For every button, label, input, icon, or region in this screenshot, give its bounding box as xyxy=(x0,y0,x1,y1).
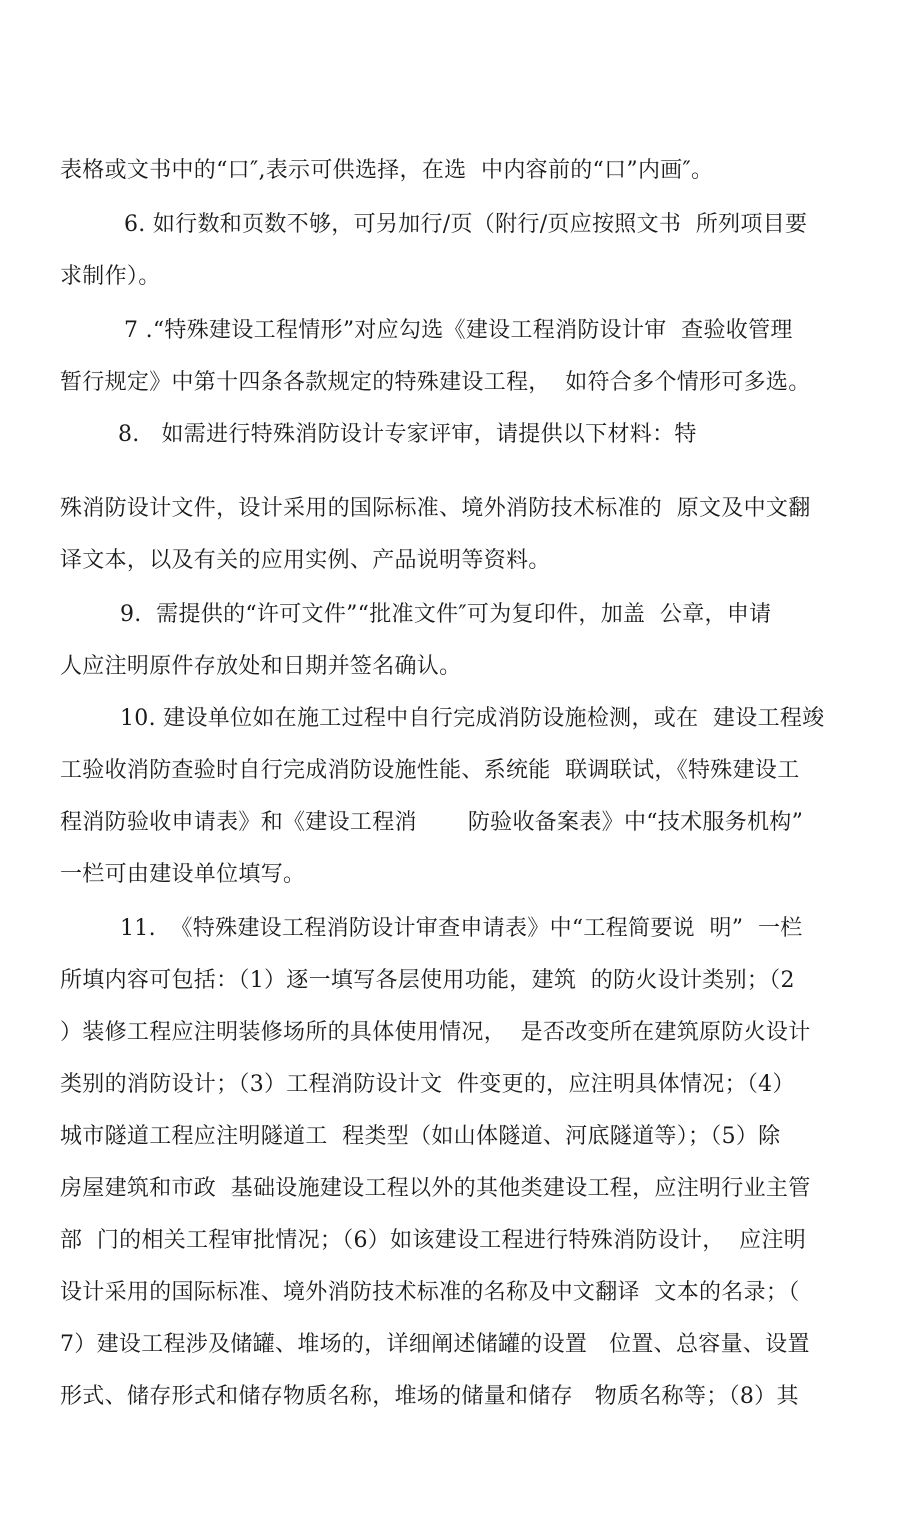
text-line: ）装修工程应注明装修场所的具体使用情况， 是否改变所在建筑原防火设计 xyxy=(60,1020,811,1045)
text-line: 人应注明原件存放处和日期并签名确认。 xyxy=(60,654,462,679)
text-line: 形式、储存形式和储存物质名称，堆场的储量和储存 物质名称等；（8）其 xyxy=(60,1384,799,1409)
text-line: 类别的消防设计；（3）工程消防设计文 件变更的，应注明具体情况；（4） xyxy=(60,1072,795,1097)
text-line: 暂行规定》中第十四条各款规定的特殊建设工程， 如符合多个情形可多选。 xyxy=(60,370,811,395)
text-line: 10. 建设单位如在施工过程中自行完成消防设施检测，或在 建设工程竣 xyxy=(120,706,825,731)
text-line: 房屋建筑和市政 基础设施建设工程以外的其他类建设工程，应注明行业主管 xyxy=(60,1176,811,1201)
text-line: 7）建设工程涉及储罐、堆场的，详细阐述储罐的设置 位置、总容量、设置 xyxy=(60,1332,810,1357)
text-line: 6. 如行数和页数不够，可另加行/页（附行/页应按照文书 所列项目要 xyxy=(124,212,808,237)
text-line: 殊消防设计文件，设计采用的国际标准、境外消防技术标准的 原文及中文翻 xyxy=(60,496,811,521)
text-line: 9. 需提供的“许可文件”“批准文件″可为复印件，加盖 公章，申请 xyxy=(120,602,772,627)
text-line: 程消防验收申请表》和《建设工程消 防验收备案表》中“技术服务机构” xyxy=(60,810,804,835)
text-line: 部 门的相关工程审批情况；（6）如该建设工程进行特殊消防设计， 应注明 xyxy=(60,1228,807,1253)
text-line: 城市隧道工程应注明隧道工 程类型（如山体隧道、河底隧道等）；（5）除 xyxy=(60,1124,781,1149)
text-line: 所填内容可包括：（1）逐一填写各层使用功能，建筑 的防火设计类别；（2 xyxy=(60,968,795,993)
text-line: 7 .“特殊建设工程情形”对应勾选《建设工程消防设计审 查验收管理 xyxy=(124,318,793,343)
text-line: 工验收消防查验时自行完成消防设施性能、系统能 联调联试，《特殊建设工 xyxy=(60,758,800,783)
text-line: 11. 《特殊建设工程消防设计审查申请表》中“工程简要说 明” 一栏 xyxy=(120,916,803,941)
text-line: 8. 如需进行特殊消防设计专家评审，请提供以下材料：特 xyxy=(118,422,697,447)
text-line: 设计采用的国际标准、境外消防技术标准的名称及中文翻译 文本的名录；（ xyxy=(60,1280,800,1305)
text-line: 一栏可由建设单位填写。 xyxy=(60,862,306,887)
text-line: 译文本，以及有关的应用实例、产品说明等资料。 xyxy=(60,548,551,573)
text-line: 求制作）。 xyxy=(60,264,161,289)
text-line: 表格或文书中的“口″,表示可供选择，在选 中内容前的“口”内画″。 xyxy=(60,158,714,183)
